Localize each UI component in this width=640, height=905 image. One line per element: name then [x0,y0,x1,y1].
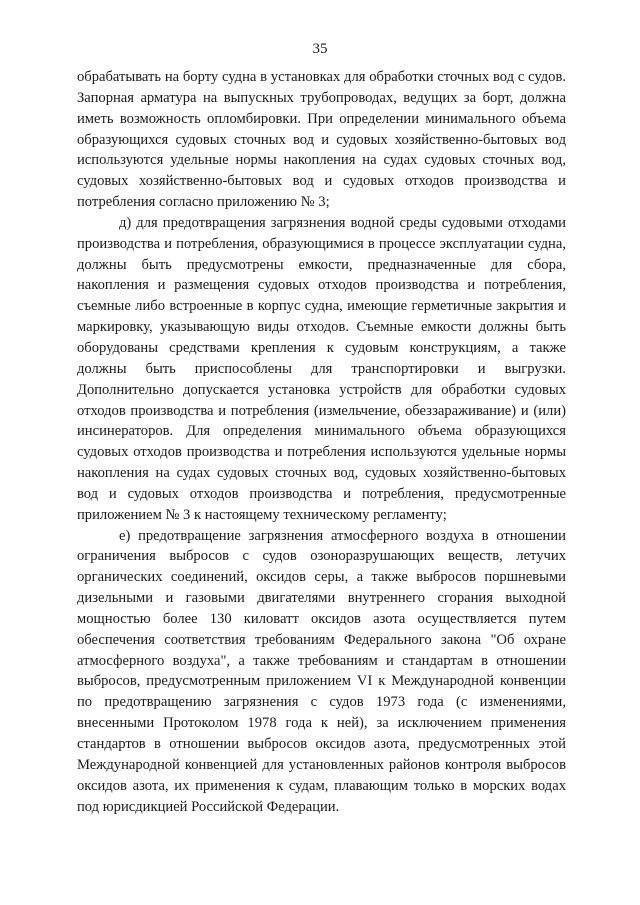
page-number: 35 [312,41,328,57]
paragraph-item-e: е) предотвращение загрязнения атмосферного воздуха в отношении ограничения выбросов с судов озоноразрушающих веществ, летучих органических соединений, оксидов серы, а также выбросов поршневыми дизельными и газовыми двигателями внутреннего сгорания выходной мощностью более 130 киловатт оксидов азота осуществляется путем обеспечения соответствия требованиям Федерального закона "Об охране атмосферного воздуха", а также требованиям и стандартам в отношении выбросов, предусмотренным приложением VI к Международной конвенции по предотвращению загрязнения с судов 1973 года (с изменениями, внесенными Протоколом 1978 года к ней), за исключением применения стандартов в отношении выбросов оксидов азота, предусмотренных этой Международной конвенцией для установленных районов контроля выбросов оксидов азота, их применения к судам, плавающим только в морских водах под юрисдикцией Российской Федерации. [77,527,566,815]
paragraph-item-d: д) для предотвращения загрязнения водной среды судовыми отходами производства и потребления, образующимися в процессе эксплуатации судна, должны быть предусмотрены емкости, предназначенные для сбора, накопления и размещения судовых отходов производства и потребления, съемные либо встроенные в корпус судна, имеющие герметичные закрытия и маркировку, указывающую виды отходов. Съемные емкости должны быть оборудованы средствами крепления к судовым конструкциям, а также должны быть приспособлены для транспортировки и выгрузки. Дополнительно допускается установка устройств для обработки судовых отходов производства и потребления (измельчение, обеззараживание) и (или) инсинераторов. Для определения минимального объема образующихся судовых отходов производства и потребления используются удельные нормы накопления на судах судовых сточных вод, судовых хозяйственно-бытовых вод и судовых отходов производства и потребления, предусмотренные приложением № 3 к настоящему техническому регламенту; [77,214,566,523]
document-body [77,67,566,817]
paragraph-continuation: обрабатывать на борту судна в установках для обработки сточных вод с судов. Запорная арматура на выпускных трубопроводах, ведущих за борт, должна иметь возможность опломбировки. При определении минимального объема образующихся судовых сточных вод и судовых хозяйственно-бытовых вод используются удельные нормы накопления на судах судовых сточных вод, судовых хозяйственно-бытовых вод и судовых отходов производства и потребления согласно приложению № 3; [77,69,566,211]
